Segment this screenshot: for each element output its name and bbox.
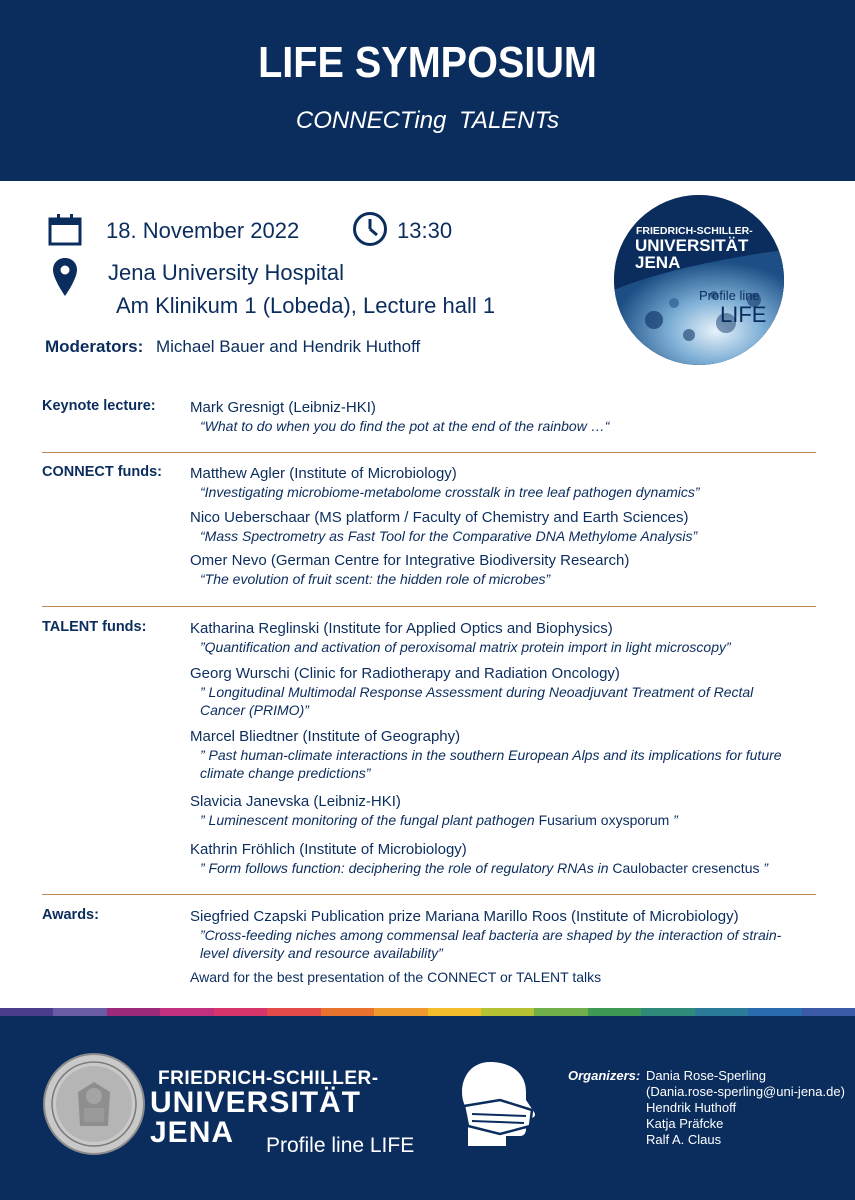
talk-title: “Investigating microbiome-metabolome crosstalk in tree leaf pathogen dynamics” [200, 484, 700, 500]
calendar-icon [48, 212, 82, 246]
stripe-segment [641, 1008, 694, 1016]
species-name: Fusarium oxysporum [538, 812, 670, 828]
speaker-name: Omer Nevo (German Centre for Integrative Biodiversity Research) [190, 552, 630, 569]
keynote-talk: “What to do when you do find the pot at the end of the rainbow …“ [200, 418, 610, 434]
stripe-segment [160, 1008, 213, 1016]
talk-title [190, 811, 820, 829]
stripe-segment [321, 1008, 374, 1016]
best-presentation-award: Award for the best presentation of the CONNECT or TALENT talks [190, 969, 602, 985]
event-date: 18. November 2022 [106, 218, 300, 243]
footer-university-line2: UNIVERSITÄT [150, 1086, 362, 1119]
speaker-name: Matthew Agler (Institute of Microbiology) [190, 465, 457, 482]
moderators-label: Moderators: [45, 337, 144, 356]
organizers [568, 1068, 845, 1147]
stripe-segment [107, 1008, 160, 1016]
talk-title-end: ” [759, 860, 769, 876]
organizer-email: (Dania.rose-sperling@uni-jena.de) [646, 1084, 845, 1099]
talk-title-text: ” Luminescent monitoring of the fungal plant pathogen [200, 812, 539, 828]
talk-title-text: ” Form follows function: deciphering the role of regulatory RNAs in [200, 860, 613, 876]
stripe-segment [214, 1008, 267, 1016]
keynote-label: Keynote lecture: [42, 398, 156, 414]
event-location-line1: Jena University Hospital [108, 260, 344, 285]
speaker-name: Nico Ueberschaar (MS platform / Faculty of Chemistry and Earth Sciences) [190, 509, 689, 526]
talent-entry [190, 792, 820, 829]
talk-title: ” Longitudinal Multimodal Response Assessment during Neoadjuvant Treatment of Rectal Cancer (PRIMO)” [200, 684, 754, 718]
organizer-name: Hendrik Huthoff [646, 1100, 737, 1115]
clock-icon [352, 211, 388, 247]
logo-line1: FRIEDRICH-SCHILLER- [636, 225, 753, 237]
speaker-name: Kathrin Fröhlich (Institute of Microbiology) [190, 841, 467, 858]
stripe-segment [588, 1008, 641, 1016]
location-pin-icon [53, 258, 77, 296]
logo-microscopy-image [614, 195, 784, 365]
footer-university-line1: FRIEDRICH-SCHILLER- [158, 1068, 379, 1089]
talk-title: ” Past human-climate interactions in the southern European Alps and its implications for future climate change predictions” [200, 747, 782, 781]
event-location-line2: Am Klinikum 1 (Lobeda), Lecture hall 1 [116, 293, 496, 318]
moderators-names: Michael Bauer and Hendrik Huthoff [155, 337, 421, 356]
logo-life: LIFE [720, 302, 767, 327]
talent-entry [190, 619, 820, 656]
awards-label: Awards: [42, 907, 99, 923]
connect-entry [190, 464, 820, 501]
speaker-name: Marcel Bliedtner (Institute of Geography) [190, 728, 461, 745]
section-divider [42, 894, 816, 895]
species-name: Caulobacter cresenctus [612, 860, 760, 876]
speaker-name: Slavicia Janevska (Leibniz-HKI) [190, 793, 401, 810]
talk-title: “The evolution of fruit scent: the hidden role of microbes” [200, 571, 551, 587]
footer-university-line3: JENA [150, 1116, 235, 1149]
section-divider [42, 606, 816, 607]
keynote-speaker: Mark Gresnigt (Leibniz-HKI) [190, 399, 376, 416]
talk-title [190, 859, 820, 877]
logo-profile: Profile line [699, 288, 760, 303]
speaker-name: Georg Wurschi (Clinic for Radiotherapy and Radiation Oncology) [190, 665, 620, 682]
stripe-segment [534, 1008, 587, 1016]
talk-title: ”Quantification and activation of peroxisomal matrix protein import in light microscopy” [200, 639, 731, 655]
award-talk: ”Cross-feeding niches among commensal leaf bacteria are shaped by the interaction of strain-level diversity and resource availability” [200, 927, 782, 961]
page-title: LIFE SYMPOSIUM [258, 38, 597, 87]
university-seal-icon [42, 1052, 146, 1156]
stripe-segment [267, 1008, 320, 1016]
stripe-segment [695, 1008, 748, 1016]
stripe-segment [374, 1008, 427, 1016]
stripe-segment [802, 1008, 855, 1016]
connect-entry [190, 551, 820, 588]
profile-line-logo [614, 195, 784, 365]
logo-line2: UNIVERSITÄT [635, 236, 749, 255]
organizer-name: Ralf A. Claus [646, 1132, 722, 1147]
organizer-name: Katja Präfcke [646, 1116, 724, 1131]
talent-entry [190, 727, 820, 782]
footer-banner [0, 1016, 855, 1200]
stripe-segment [481, 1008, 534, 1016]
talent-label: TALENT funds: [42, 619, 147, 635]
award-prize: Siegfried Czapski Publication prize Mariana Marillo Roos (Institute of Microbiology) [190, 908, 739, 925]
section-divider [42, 452, 816, 453]
connect-entry [190, 508, 820, 545]
moderators [45, 337, 420, 357]
stripe-segment [748, 1008, 801, 1016]
speaker-name: Katharina Reglinski (Institute for Applied Optics and Biophysics) [190, 620, 613, 637]
organizer-name: Dania Rose-Sperling [646, 1068, 766, 1083]
organizers-label: Organizers: [568, 1068, 641, 1083]
footer-profile-line: Profile line LIFE [266, 1134, 415, 1157]
event-time: 13:30 [397, 218, 453, 243]
stripe-segment [0, 1008, 53, 1016]
page-subtitle: CONNECTing TALENTs [295, 107, 560, 134]
stripe-segment [428, 1008, 481, 1016]
keynote-entry [190, 398, 820, 435]
face-mask-icon [460, 1060, 538, 1148]
color-stripe [0, 1008, 855, 1016]
organizers-list [646, 1068, 845, 1148]
stripe-segment [53, 1008, 106, 1016]
connect-label: CONNECT funds: [42, 464, 163, 480]
talent-entry [190, 664, 820, 719]
logo-line3: JENA [635, 253, 681, 272]
talk-title-end: ” [669, 812, 678, 828]
header-banner [0, 0, 855, 181]
award-entry [190, 907, 820, 986]
talent-entry [190, 840, 820, 877]
talk-title: “Mass Spectrometry as Fast Tool for the Comparative DNA Methylome Analysis” [200, 528, 698, 544]
